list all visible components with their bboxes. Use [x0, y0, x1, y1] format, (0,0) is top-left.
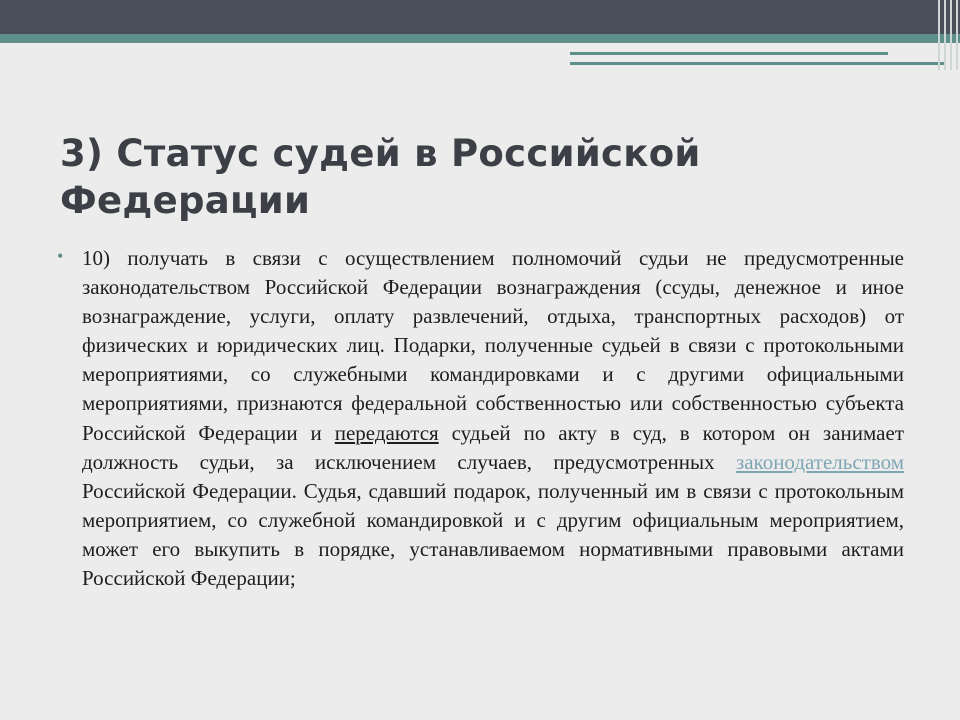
- header-band: [0, 0, 960, 34]
- decor-line: [570, 62, 944, 65]
- bullet-icon: •: [57, 246, 64, 266]
- slide-body-text: [82, 244, 904, 593]
- legislation-link[interactable]: законодательством: [735, 449, 904, 474]
- body-text-part: 10) получать в связи с осуществлением полномочий судьи не предусмотренные законодательством Российской Федерации вознаграждения (ссуды, денежное и иное вознаграждение, услуги, оплату развлечений, отдыха, транспортных расходов) от физических и юридических лиц. Подарки, полученные судьей в связи с протокольными мероприятиями, со служебными командировками и с другими официальными мероприятиями, признаются федеральной собственностью или собственностью субъекта Российской Федерации и: [82, 246, 904, 445]
- accent-band: [0, 34, 960, 43]
- body-text-part: судьей по акту в суд, в котором он занимает должность судьи, за исключением случаев, предусмотренных: [82, 420, 904, 474]
- body-text-part: Российской Федерации. Судья, сдавший подарок, полученный им в связи с протокольным мероприятием, со служебной командировкой и с другим официальным мероприятием, может его выкупить в порядке, устанавливаемом нормативными правовыми актами Российской Федерации;: [82, 478, 904, 591]
- slide-title: 3) Статус судей в Российской Федерации: [60, 132, 701, 222]
- underlined-term: передаются: [334, 420, 439, 445]
- corner-decoration: [934, 0, 960, 70]
- decor-line: [570, 52, 888, 55]
